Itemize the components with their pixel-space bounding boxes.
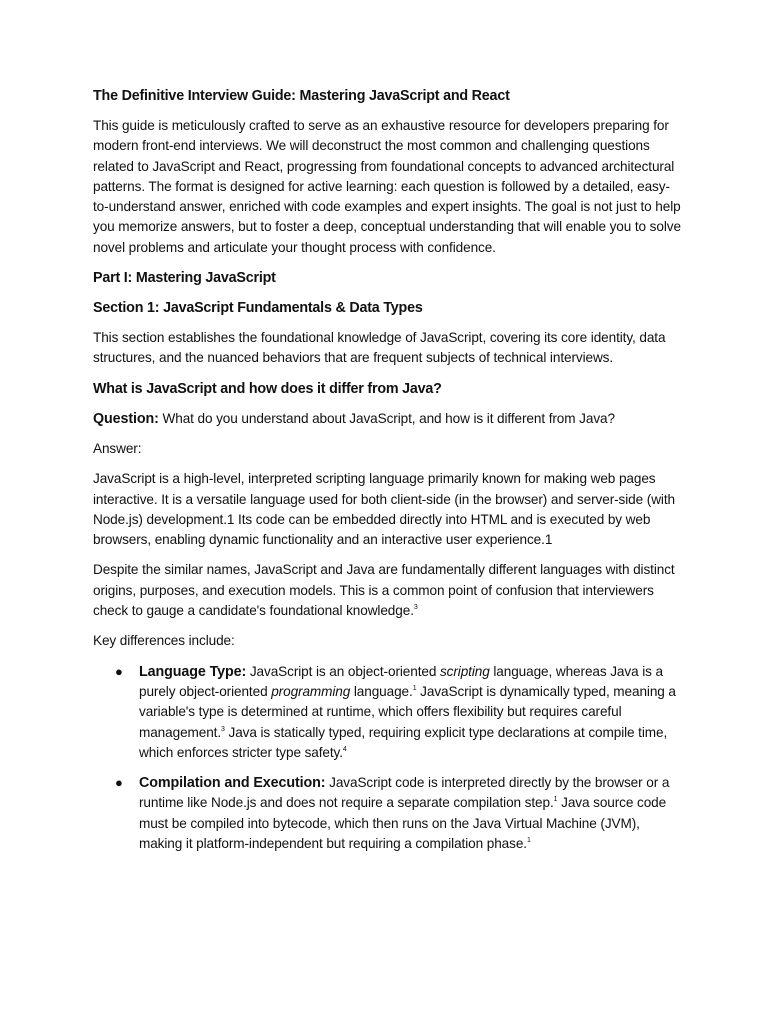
question-paragraph [93,409,683,429]
footnote-ref: 3 [221,725,225,733]
question-label: Question: [93,410,159,427]
footnote-ref: 4 [342,745,347,753]
footnote-ref: 3 [413,604,418,612]
list-item-label: Language Type: [139,663,247,680]
list-item [93,662,683,763]
section-heading: Section 1: JavaScript Fundamentals & Data Types [93,300,423,317]
answer-paragraph-2-text: Despite the similar names, JavaScript and Java are fundamentally different languages with distinct origins, purposes, and execution models. This is a common point of confusion that interviewers check to gauge a candidate's foundational knowledge. [93,562,675,619]
list-item-text: Java source code must be compiled into bytecode, which then runs on the Java Virtual Machine (JVM), making it platform-independent but requiring a compilation phase. [139,795,667,852]
list-item-label: Compilation and Execution: [139,775,326,792]
answer-paragraph-2 [93,560,683,621]
list-item-text: language, whereas Java is a purely object-oriented [139,663,663,699]
list-item-emphasis: scripting [439,663,490,679]
section-description: This section establishes the foundational knowledge of JavaScript, covering its core identity, data structures, and the nuanced behaviors that are frequent subjects of technical interviews. [93,330,666,366]
bullet-icon: ● [115,663,123,679]
list-item-text: JavaScript is dynamically typed, meaning a variable's type is determined at runtime, which offers flexibility but requires careful management. [139,683,676,740]
footnote-ref: 1 [412,684,417,692]
intro-paragraph: This guide is meticulously crafted to serve as an exhaustive resource for developers preparing for modern front-end interviews. We will deconstruct the most common and challenging questions related to JavaScript and React, progressing from foundational concepts to advanced architectural patterns. The format is designed for active learning: each question is followed by a detailed, easy-to-understand answer, enriched with code examples and expert insights. The goal is not just to help you memorize answers, but to foster a deep, conceptual understanding that will enable you to solve novel problems and articulate your thought process with confidence. [93,118,681,255]
list-item-text: JavaScript code is interpreted directly by the browser or a runtime like Node.js and does not require a separate compilation step. [139,775,670,811]
list-item-emphasis: programming [271,683,351,699]
footnote-ref: 1 [553,796,558,804]
differences-list [93,662,683,855]
bullet-icon: ● [115,775,123,791]
document-body [93,86,683,864]
list-item-text: language. [350,683,413,699]
document-title: The Definitive Interview Guide: Mastering JavaScript and React [93,88,510,104]
question-heading: What is JavaScript and how does it differ from Java? [93,380,442,397]
question-text: What do you understand about JavaScript, and how is it different from Java? [158,410,615,426]
answer-label: Answer: [93,440,142,456]
footnote-ref: 1 [526,837,531,845]
list-item-text: JavaScript is an object-oriented [246,663,440,679]
answer-paragraph-1: JavaScript is a high-level, interpreted scripting language primarily known for making web pages interactive. It is a versatile language used for both client-side (in the browser) and server-side (with Node.js) development.1 Its code can be embedded directly into HTML and is executed by web browsers, enabling dynamic functionality and an interactive user experience.1 [93,471,675,548]
list-item-text: Java is statically typed, requiring explicit type declarations at compile time, which enforces stricter type safety. [139,724,668,760]
part-heading: Part I: Mastering JavaScript [93,270,276,287]
list-item [93,773,683,854]
key-differences-label: Key differences include: [93,633,235,649]
